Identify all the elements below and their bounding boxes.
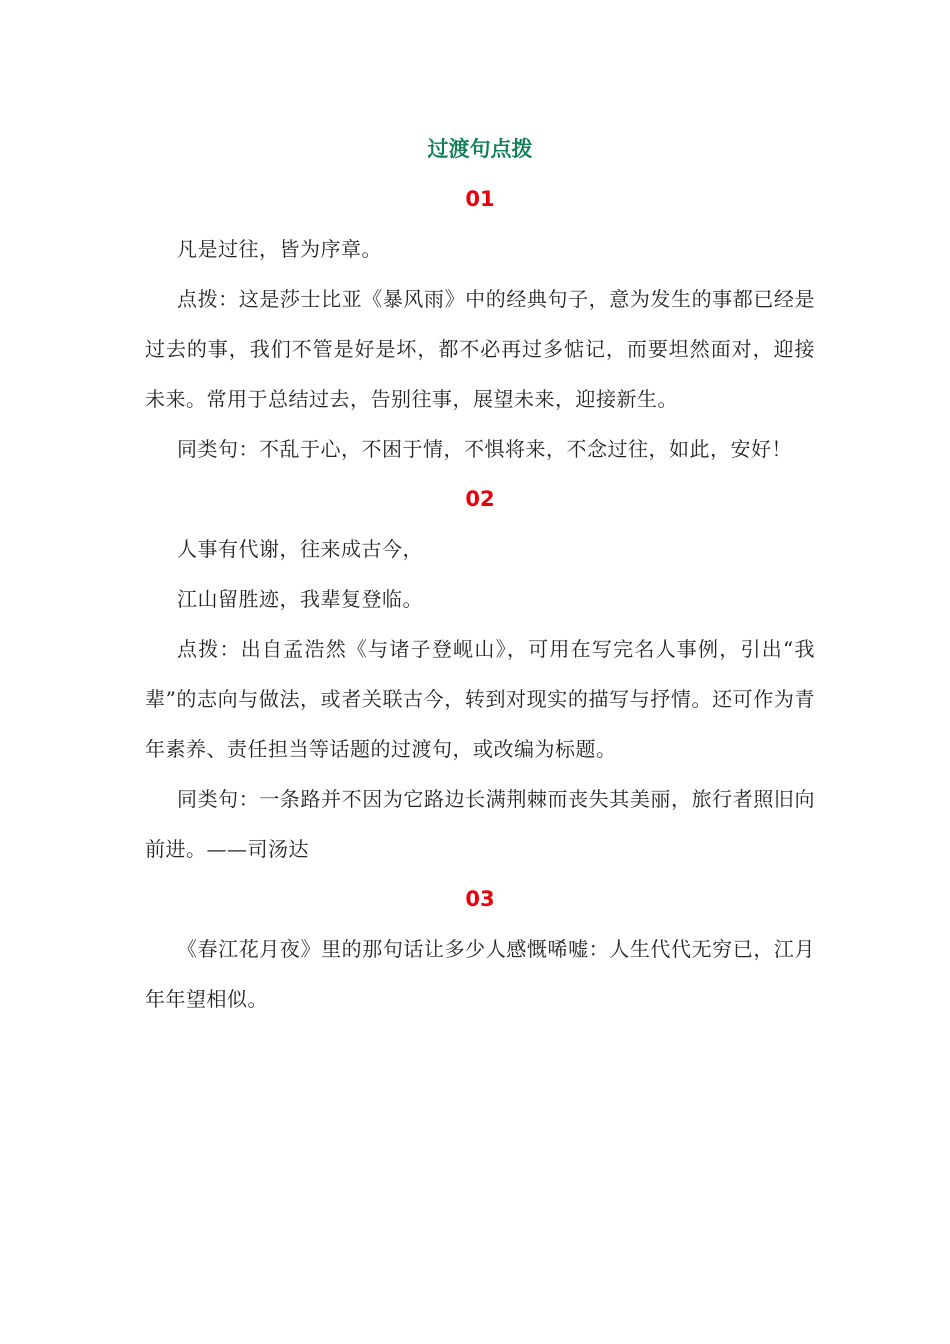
section-01 <box>145 174 815 474</box>
section-number: 01 <box>465 187 495 211</box>
paragraph: 同类句：不乱于心，不困于情，不惧将来，不念过往，如此，安好！ <box>177 437 792 461</box>
section-02 <box>145 474 815 874</box>
section-number: 03 <box>465 887 495 911</box>
section-number: 02 <box>465 487 495 511</box>
paragraph: 江山留胜迹，我辈复登临。 <box>177 587 423 611</box>
paragraph: 点拨：出自孟浩然《与诸子登岘山》，可用在写完名人事例，引出“我辈”的志向与做法，或者关联古今，转到对现实的描写与抒情。还可作为青年素养、责任担当等话题的过渡句，或改编为标题。 <box>145 637 815 761</box>
paragraph: 凡是过往，皆为序章。 <box>177 237 382 261</box>
paragraph: 《春江花月夜》里的那句话让多少人感慨唏嘘：人生代代无穷已，江月年年望相似。 <box>145 937 815 1011</box>
document-title: 过渡句点拨 <box>427 137 533 161</box>
paragraph: 人事有代谢，往来成古今， <box>177 537 423 561</box>
paragraph: 同类句：一条路并不因为它路边长满荆棘而丧失其美丽，旅行者照旧向前进。——司汤达 <box>145 787 815 861</box>
paragraph: 点拨：这是莎士比亚《暴风雨》中的经典句子，意为发生的事都已经是过去的事，我们不管是好是坏，都不必再过多惦记，而要坦然面对，迎接未来。常用于总结过去，告别往事，展望未来，迎接新生。 <box>145 287 815 411</box>
document-body <box>145 124 815 1024</box>
section-03 <box>145 874 815 1024</box>
